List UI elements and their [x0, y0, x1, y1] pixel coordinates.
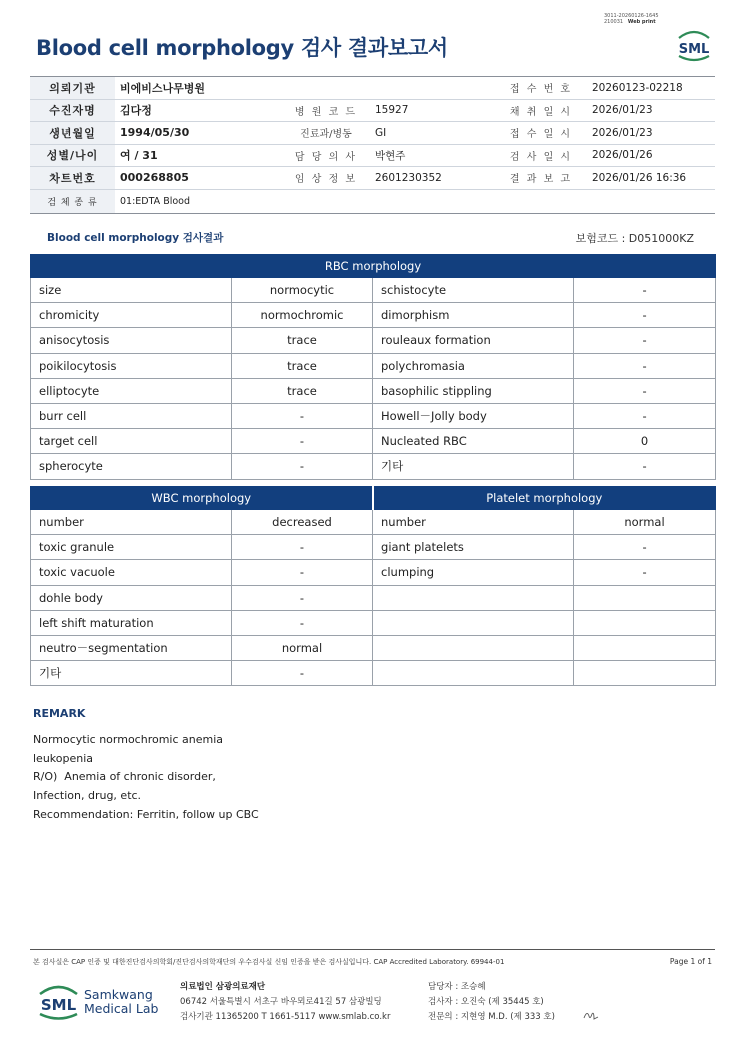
sml-footer-logo-icon — [36, 981, 81, 1021]
remark-line: R/O) Anemia of chronic disorder, — [33, 770, 216, 784]
rbc-value: - — [232, 429, 373, 454]
rbc-item: schistocyte — [373, 278, 574, 303]
label-hospital-code: 병 원 코 드 — [282, 99, 370, 122]
patient-row — [30, 189, 715, 213]
rbc-morphology-table — [30, 254, 716, 480]
wbc-value: - — [232, 610, 373, 635]
table-row — [31, 610, 716, 635]
wbc-item: dohle body — [31, 585, 232, 610]
wbc-value: - — [232, 661, 373, 686]
rbc-item: target cell — [31, 429, 232, 454]
patient-row — [30, 122, 715, 145]
platelet-value: normal — [574, 510, 716, 535]
rbc-value: - — [574, 278, 716, 303]
platelet-item — [373, 610, 574, 635]
wbc-value: - — [232, 535, 373, 560]
staff-specialist: 전문의 : 지현영 M.D. (제 333 호) — [428, 1012, 555, 1022]
report-title: Blood cell morphology 검사 결과보고서 — [36, 36, 448, 60]
label-patient-name: 수진자명 — [30, 99, 115, 122]
patient-row — [30, 144, 715, 167]
footer-divider — [30, 949, 715, 950]
value-hospital-code: 15927 — [370, 99, 495, 122]
patient-info-table — [30, 76, 715, 214]
value-physician: 박현주 — [370, 144, 495, 167]
rbc-value: trace — [232, 328, 373, 353]
rbc-item: basophilic stippling — [373, 378, 574, 403]
patient-row — [30, 167, 715, 190]
lab-name-line2: Medical Lab — [84, 1001, 159, 1016]
value-sex-age: 여 / 31 — [115, 144, 282, 167]
wbc-item: 기타 — [31, 661, 232, 686]
wbc-value: decreased — [232, 510, 373, 535]
rbc-value: - — [232, 454, 373, 479]
rbc-item: chromicity — [31, 303, 232, 328]
wbc-item: toxic granule — [31, 535, 232, 560]
wbc-value: - — [232, 560, 373, 585]
label-test-date: 검 사 일 시 — [495, 144, 587, 167]
wbc-platelet-table — [30, 486, 716, 686]
organization-name: 의료법인 삼광의료재단 — [180, 982, 266, 992]
patient-row — [30, 77, 715, 100]
table-row — [31, 403, 716, 428]
label-physician: 담 당 의 사 — [282, 144, 370, 167]
organization-info — [180, 980, 390, 1025]
rbc-item: anisocytosis — [31, 328, 232, 353]
sml-logo-text: SML — [678, 42, 710, 57]
sml-footer-logo-text: SML — [40, 996, 77, 1014]
document-id — [604, 13, 659, 25]
label-empty — [282, 77, 370, 100]
label-department: 진료과/병동 — [282, 122, 370, 145]
rbc-value: normocytic — [232, 278, 373, 303]
table-row — [31, 278, 716, 303]
sml-logo-icon — [674, 26, 714, 62]
table-row — [31, 454, 716, 479]
label-result-report: 결 과 보 고 — [495, 167, 587, 190]
page-number: Page 1 of 1 — [669, 957, 712, 966]
rbc-item: size — [31, 278, 232, 303]
remark-title: REMARK — [33, 707, 86, 720]
accreditation-note: 본 검사실은 CAP 인증 및 대한진단검사의학회/진단검사의학재단의 우수검사실 신임 인증을 받은 검사실입니다. CAP Accredited Laboratory. 69944-01 — [33, 958, 505, 966]
platelet-value — [574, 635, 716, 660]
value-department: GI — [370, 122, 495, 145]
platelet-item — [373, 585, 574, 610]
table-row — [31, 303, 716, 328]
remark-line: Infection, drug, etc. — [33, 789, 142, 803]
insurance-code: 보험코드 : D051000KZ — [575, 232, 694, 245]
staff-in-charge: 담당자 : 조승혜 — [428, 982, 486, 992]
value-receipt-date: 2026/01/23 — [587, 122, 715, 145]
rbc-value: trace — [232, 353, 373, 378]
label-collection-date: 채 취 일 시 — [495, 99, 587, 122]
document-id-line1: 3011-20260126-1645 — [604, 13, 659, 19]
rbc-item: polychromasia — [373, 353, 574, 378]
signature-icon — [582, 1008, 600, 1022]
remark-line: Recommendation: Ferritin, follow up CBC — [33, 807, 259, 821]
rbc-item: elliptocyte — [31, 378, 232, 403]
platelet-value: - — [574, 535, 716, 560]
rbc-value: - — [574, 353, 716, 378]
rbc-value: trace — [232, 378, 373, 403]
value-birth-date: 1994/05/30 — [115, 122, 282, 145]
platelet-item — [373, 635, 574, 660]
table-row — [31, 535, 716, 560]
platelet-item: clumping — [373, 560, 574, 585]
platelet-value — [574, 610, 716, 635]
table-row — [31, 585, 716, 610]
rbc-value: - — [574, 303, 716, 328]
table-row — [31, 353, 716, 378]
value-receipt-number: 20260123-02218 — [587, 77, 715, 100]
rbc-value: 0 — [574, 429, 716, 454]
wbc-value: - — [232, 585, 373, 610]
table-row — [31, 328, 716, 353]
rbc-value: - — [232, 403, 373, 428]
rbc-item: rouleaux formation — [373, 328, 574, 353]
table-row — [31, 560, 716, 585]
rbc-item: spherocyte — [31, 454, 232, 479]
remark-text — [33, 731, 259, 825]
label-chart-number: 차트번호 — [30, 167, 115, 190]
lab-name — [84, 988, 158, 1016]
wbc-item: neutro－segmentation — [31, 635, 232, 660]
rbc-item: poikilocytosis — [31, 353, 232, 378]
staff-info — [428, 980, 555, 1025]
value-collection-date: 2026/01/23 — [587, 99, 715, 122]
organization-contact: 검사기관 11365200 T 1661-5117 www.smlab.co.kr — [180, 1012, 391, 1022]
organization-address: 06742 서울특별시 서초구 바우뫼로41길 57 삼광빌딩 — [180, 997, 382, 1007]
rbc-value: - — [574, 378, 716, 403]
label-receipt-date: 접 수 일 시 — [495, 122, 587, 145]
table-row — [31, 429, 716, 454]
label-specimen-type: 검 체 종 류 — [30, 189, 115, 213]
lab-name-line1: Samkwang — [84, 987, 153, 1002]
platelet-value: - — [574, 560, 716, 585]
rbc-item: dimorphism — [373, 303, 574, 328]
table-row — [31, 635, 716, 660]
table-row — [31, 378, 716, 403]
patient-row — [30, 99, 715, 122]
label-birth-date: 생년월일 — [30, 122, 115, 145]
value-result-report: 2026/01/26 16:36 — [587, 167, 715, 190]
platelet-value — [574, 585, 716, 610]
label-receipt-number: 접 수 번 호 — [495, 77, 587, 100]
table-row — [31, 661, 716, 686]
value-test-date: 2026/01/26 — [587, 144, 715, 167]
label-sex-age: 성별/나이 — [30, 144, 115, 167]
rbc-value: - — [574, 454, 716, 479]
wbc-item: number — [31, 510, 232, 535]
document-id-line2: 210031 — [604, 19, 624, 25]
remark-line: leukopenia — [33, 751, 94, 765]
remark-line: Normocytic normochromic anemia — [33, 733, 224, 746]
rbc-value: normochromic — [232, 303, 373, 328]
rbc-item: Nucleated RBC — [373, 429, 574, 454]
staff-tester: 검사자 : 오진숙 (제 35445 호) — [428, 997, 544, 1007]
label-clinical-info: 임 상 정 보 — [282, 167, 370, 190]
rbc-header: RBC morphology — [31, 255, 716, 278]
wbc-header: WBC morphology — [31, 487, 373, 510]
platelet-header: Platelet morphology — [373, 487, 716, 510]
value-requesting-institution: 비에비스나무병원 — [115, 77, 282, 100]
web-print-label: Web print — [627, 19, 656, 25]
value-chart-number: 000268805 — [115, 167, 282, 190]
value-empty — [370, 77, 495, 100]
wbc-value: normal — [232, 635, 373, 660]
value-patient-name: 김다정 — [115, 99, 282, 122]
platelet-item — [373, 661, 574, 686]
platelet-item: number — [373, 510, 574, 535]
rbc-item: Howell－Jolly body — [373, 403, 574, 428]
platelet-value — [574, 661, 716, 686]
platelet-item: giant platelets — [373, 535, 574, 560]
table-row — [31, 510, 716, 535]
rbc-item: burr cell — [31, 403, 232, 428]
wbc-item: toxic vacuole — [31, 560, 232, 585]
value-clinical-info: 2601230352 — [370, 167, 495, 190]
rbc-value: - — [574, 403, 716, 428]
wbc-item: left shift maturation — [31, 610, 232, 635]
value-specimen-type: 01:EDTA Blood — [115, 189, 715, 213]
section-title: Blood cell morphology 검사결과 — [47, 232, 224, 244]
label-requesting-institution: 의뢰기관 — [30, 77, 115, 100]
rbc-value: - — [574, 328, 716, 353]
rbc-item: 기타 — [373, 454, 574, 479]
